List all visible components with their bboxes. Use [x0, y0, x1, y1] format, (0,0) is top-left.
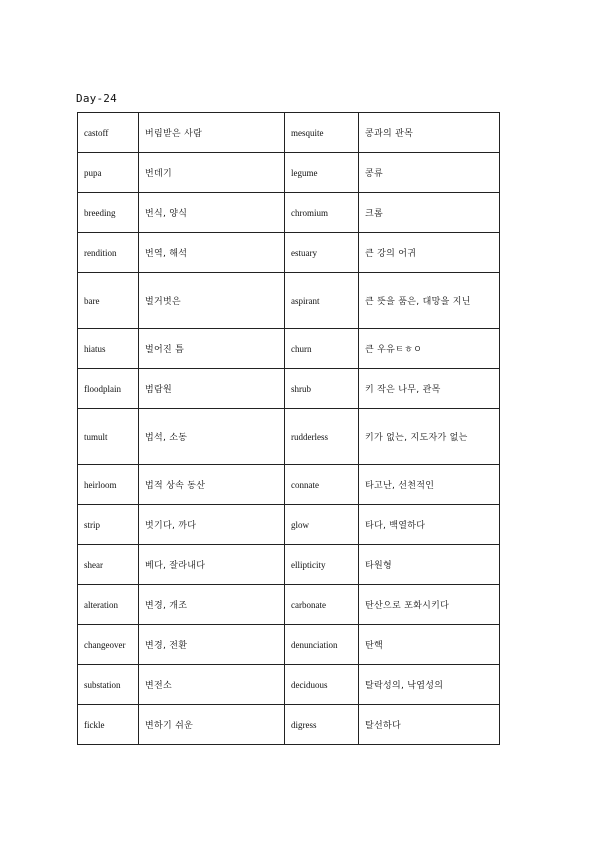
korean-meaning-cell: 탄산으로 포화시키다	[359, 585, 500, 625]
table-row	[78, 153, 500, 193]
korean-meaning-cell: 탈선하다	[359, 705, 500, 745]
english-word-cell: substation	[78, 665, 139, 705]
korean-meaning-cell: 벗기다, 까다	[139, 505, 285, 545]
korean-meaning-cell: 키가 없는, 지도자가 없는	[359, 409, 500, 465]
english-word-cell: castoff	[78, 113, 139, 153]
table-row	[78, 705, 500, 745]
english-word-cell: heirloom	[78, 465, 139, 505]
english-word-cell: deciduous	[285, 665, 359, 705]
korean-meaning-cell: 큰 뜻을 품은, 대망을 지닌	[359, 273, 500, 329]
korean-meaning-cell: 베다, 잘라내다	[139, 545, 285, 585]
vocabulary-table	[77, 112, 500, 745]
korean-meaning-cell: 타원형	[359, 545, 500, 585]
korean-meaning-cell: 변경, 개조	[139, 585, 285, 625]
english-word-cell: strip	[78, 505, 139, 545]
korean-meaning-cell: 변전소	[139, 665, 285, 705]
english-word-cell: denunciation	[285, 625, 359, 665]
english-word-cell: carbonate	[285, 585, 359, 625]
table-row	[78, 409, 500, 465]
korean-meaning-cell: 콩류	[359, 153, 500, 193]
english-word-cell: hiatus	[78, 329, 139, 369]
korean-meaning-cell: 번식, 양식	[139, 193, 285, 233]
english-word-cell: changeover	[78, 625, 139, 665]
table-row	[78, 665, 500, 705]
english-word-cell: floodplain	[78, 369, 139, 409]
korean-meaning-cell: 큰 강의 어귀	[359, 233, 500, 273]
korean-meaning-cell: 번데기	[139, 153, 285, 193]
english-word-cell: bare	[78, 273, 139, 329]
table-row	[78, 329, 500, 369]
english-word-cell: shear	[78, 545, 139, 585]
english-word-cell: connate	[285, 465, 359, 505]
table-row	[78, 585, 500, 625]
english-word-cell: glow	[285, 505, 359, 545]
english-word-cell: estuary	[285, 233, 359, 273]
korean-meaning-cell: 탄핵	[359, 625, 500, 665]
korean-meaning-cell: 탈락성의, 낙엽성의	[359, 665, 500, 705]
english-word-cell: aspirant	[285, 273, 359, 329]
korean-meaning-cell: 타고난, 선천적인	[359, 465, 500, 505]
korean-meaning-cell: 변하기 쉬운	[139, 705, 285, 745]
table-row	[78, 465, 500, 505]
korean-meaning-cell: 변경, 전환	[139, 625, 285, 665]
english-word-cell: shrub	[285, 369, 359, 409]
english-word-cell: mesquite	[285, 113, 359, 153]
table-row	[78, 113, 500, 153]
korean-meaning-cell: 버림받은 사람	[139, 113, 285, 153]
table-row	[78, 369, 500, 409]
english-word-cell: pupa	[78, 153, 139, 193]
table-row	[78, 273, 500, 329]
english-word-cell: rendition	[78, 233, 139, 273]
korean-meaning-cell: 범람원	[139, 369, 285, 409]
english-word-cell: breeding	[78, 193, 139, 233]
korean-meaning-cell: 큰 우유ㅌㅎㅇ	[359, 329, 500, 369]
english-word-cell: churn	[285, 329, 359, 369]
vocabulary-table-body	[78, 113, 500, 745]
korean-meaning-cell: 콩과의 관목	[359, 113, 500, 153]
english-word-cell: rudderless	[285, 409, 359, 465]
table-row	[78, 505, 500, 545]
table-row	[78, 193, 500, 233]
english-word-cell: digress	[285, 705, 359, 745]
korean-meaning-cell: 벌거벗은	[139, 273, 285, 329]
english-word-cell: fickle	[78, 705, 139, 745]
table-row	[78, 233, 500, 273]
korean-meaning-cell: 타다, 백열하다	[359, 505, 500, 545]
korean-meaning-cell: 크롬	[359, 193, 500, 233]
english-word-cell: tumult	[78, 409, 139, 465]
english-word-cell: ellipticity	[285, 545, 359, 585]
korean-meaning-cell: 키 작은 나무, 관목	[359, 369, 500, 409]
korean-meaning-cell: 벌어진 틈	[139, 329, 285, 369]
english-word-cell: chromium	[285, 193, 359, 233]
english-word-cell: alteration	[78, 585, 139, 625]
korean-meaning-cell: 번역, 해석	[139, 233, 285, 273]
english-word-cell: legume	[285, 153, 359, 193]
korean-meaning-cell: 법석, 소동	[139, 409, 285, 465]
table-row	[78, 545, 500, 585]
table-row	[78, 625, 500, 665]
day-title: Day-24	[76, 92, 117, 105]
korean-meaning-cell: 법적 상속 동산	[139, 465, 285, 505]
